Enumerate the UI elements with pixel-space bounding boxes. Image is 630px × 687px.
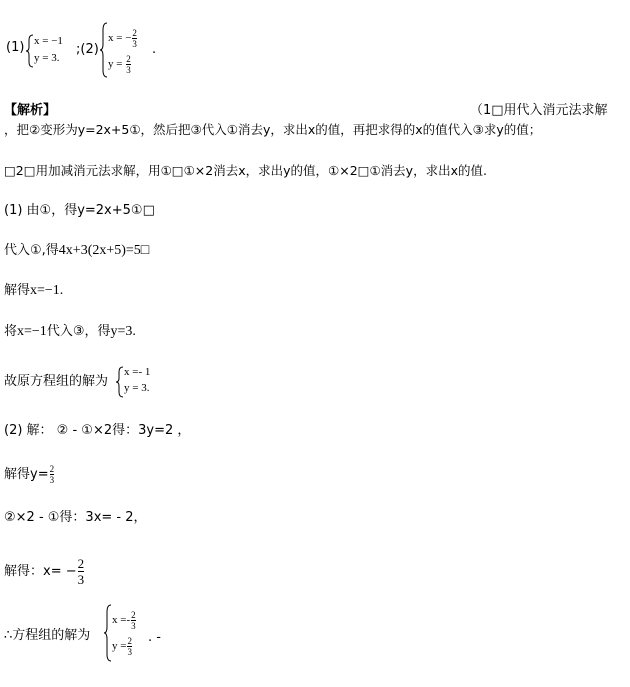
answer-part1-label: (1) [6, 40, 25, 55]
fraction: $\frac{2}{3}$ [132, 28, 137, 49]
solution-line-10-label: ∴方程组的解为 [4, 628, 91, 643]
solution-line-1: (1) 由①，得y=2x+5①□ [4, 203, 155, 218]
left-brace-icon [100, 22, 108, 78]
solution-line-6: (2) 解： ② - ①×2得：3y=2 ， [4, 423, 191, 438]
analysis-line-2: □2□用加减消元法求解，用①□①×2消去x，求出y的值，①×2□①消去y，求出x的值. [4, 163, 487, 178]
fraction: $\frac{2}{3}$ [126, 54, 131, 75]
answer-system-2 [100, 22, 156, 78]
system1-x: x = −1 [34, 35, 63, 47]
fraction: $\frac{2}{3}$ [77, 556, 85, 587]
analysis-heading: 【解析】 [4, 103, 57, 118]
solution-system-1: x =- 1 y = 3. [116, 366, 166, 398]
fraction: $\frac{2}{3}$ [49, 464, 55, 485]
answer-separator: ;(2) [76, 42, 99, 57]
fraction: $\frac{2}{3}$ [131, 610, 136, 631]
left-brace-icon [26, 34, 34, 68]
solution-line-3: 解得x=−1. [4, 283, 64, 298]
answer-system-1 [26, 34, 72, 68]
solution-system-2: x =- $\frac{2}{3}$ y = $\frac{2}{3}$ [104, 604, 154, 662]
system2-x: x = − [108, 32, 132, 45]
analysis-right-note: （1□用代入消元法求解 [470, 103, 608, 118]
solution-line-8: ②×2 - ①得：3x= - 2， [4, 510, 147, 525]
fraction: $\frac{2}{3}$ [127, 636, 132, 657]
solution-line-10-end: . - [148, 630, 161, 645]
solution-line-4: 将x=−1代入③，得y=3. [4, 324, 136, 339]
analysis-line-1: ，把②变形为y=2x+5①，然后把③代入①消去y，求出x的值，再把求得的x的值代入③求y的值； [4, 122, 542, 137]
system2-y: y = [108, 58, 126, 71]
solution-line-7: 解得y= $\frac{2}{3}$ [4, 464, 55, 485]
solution-line-9: 解得：x= − $\frac{2}{3}$ [4, 556, 85, 587]
solution-line-5-label: 故原方程组的解为 [4, 374, 109, 389]
answer-line [6, 40, 24, 56]
left-brace-icon [116, 366, 124, 398]
system1-y: y = 3. [34, 52, 60, 64]
left-brace-icon [104, 604, 112, 662]
answer-end: . [152, 42, 157, 57]
solution-line-2: 代入①,得4x+3(2x+5)=5□ [4, 243, 150, 258]
